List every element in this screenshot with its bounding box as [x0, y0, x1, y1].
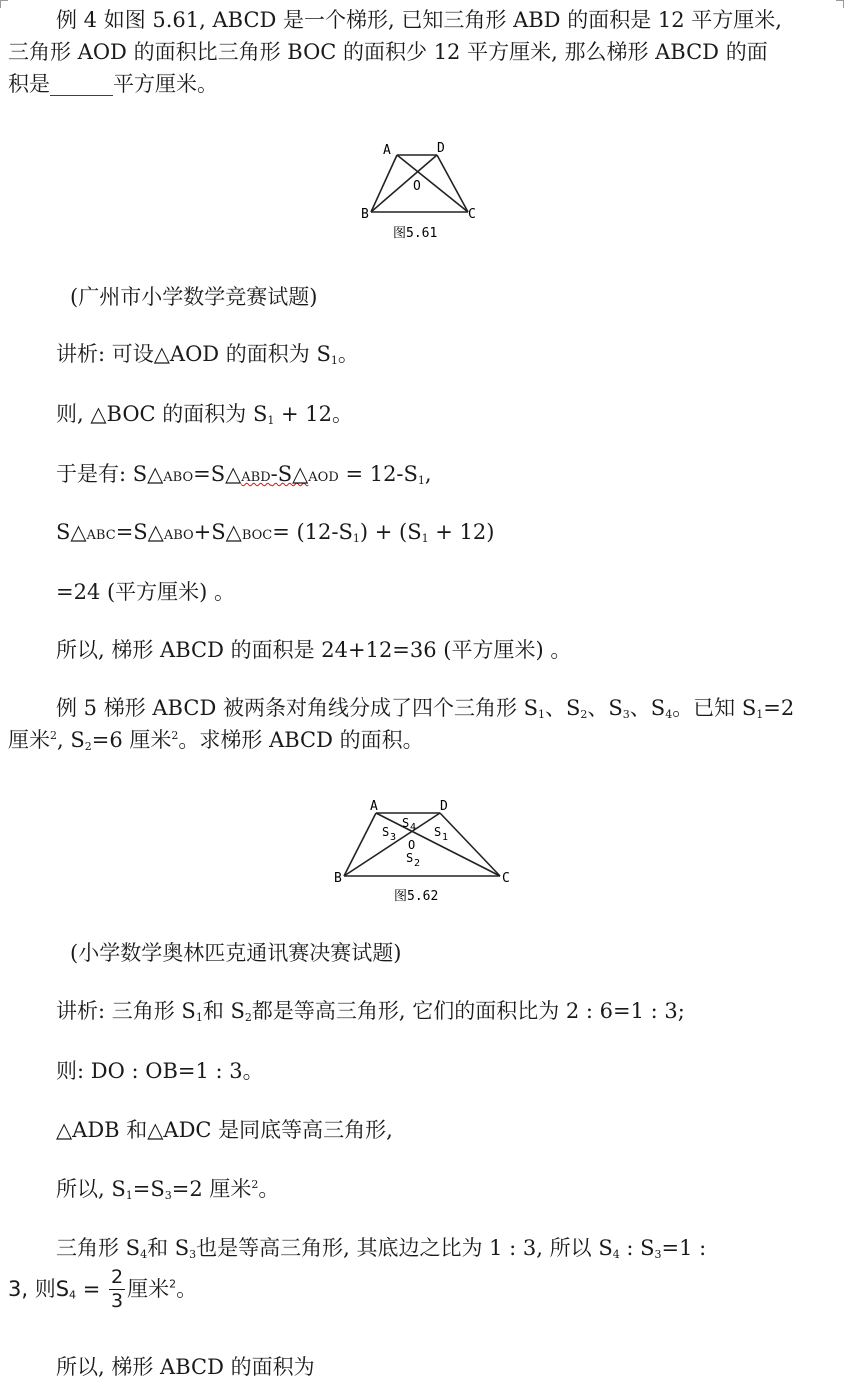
ana5-line6-formula: 3, 则$S_4$ = $\frac{2}{3}$ 厘米$^2$。 — [8, 1266, 198, 1312]
fig62-label-s4 — [402, 816, 416, 833]
ana4-line1: 讲析: 可设△AOD 的面积为 $S_1$。 — [56, 342, 359, 367]
fig62-caption: 图5.62 — [394, 889, 439, 904]
fig62-label-s3 — [382, 825, 396, 843]
ana5-line5: 三角形 $S_4$和 $S_3$也是等高三角形, 其底边之比为 1 : 3, 所以 $S_4$ : $S_3=1$ : — [56, 1236, 707, 1261]
figure-5-62 — [330, 792, 520, 910]
svg-text:S: S — [382, 825, 390, 839]
fraction-two-thirds: $\frac{2}{3}$ — [111, 1266, 124, 1312]
fig61-label-a: A — [383, 143, 391, 158]
ex5-line2: 厘米$^2$, $S_2=6$ 厘米$^2$。求梯形 ABCD 的面积。 — [8, 728, 424, 753]
fig62-label-b: B — [334, 871, 342, 886]
ana5-line7: 所以, 梯形 ABCD 的面积为 — [56, 1355, 315, 1379]
fig62-label-s1 — [434, 825, 448, 843]
fig62-label-o: O — [408, 838, 416, 852]
ana4-line6: 所以, 梯形 ABCD 的面积是 24+12=36 (平方厘米) 。 — [56, 638, 572, 662]
ana5-line2: 则: DO : OB=1 : 3。 — [56, 1059, 264, 1083]
page-corner-mark — [836, 0, 844, 8]
ana4-line3: 于是有: S△ABO=S△ABD-S△AOD = $12-S_1$, — [56, 462, 432, 487]
ex4-line2: 三角形 AOD 的面积比三角形 BOC 的面积少 12 平方厘米, 那么梯形 ABCD 的面 — [8, 40, 768, 64]
fig62-label-c: C — [502, 871, 510, 886]
svg-text:S: S — [434, 825, 442, 839]
figure-5-61 — [355, 138, 490, 248]
ana4-line2: 则, △BOC 的面积为 $S_1 + 12$。 — [56, 402, 354, 427]
ex4-line3: 积是______平方厘米。 — [8, 72, 218, 96]
svg-text:1: 1 — [442, 832, 449, 843]
fig61-label-b: B — [361, 207, 369, 222]
svg-text:4: 4 — [410, 822, 417, 833]
ana4-line5: =24 (平方厘米) 。 — [56, 580, 236, 604]
svg-text:S: S — [402, 816, 410, 830]
svg-text:2: 2 — [414, 858, 421, 869]
fig62-label-a: A — [370, 799, 378, 814]
fig61-label-d: D — [437, 141, 445, 156]
ex4-line1: 例 4 如图 5.61, ABCD 是一个梯形, 已知三角形 ABD 的面积是 12 平方厘米, — [56, 8, 782, 32]
fig61-label-c: C — [468, 207, 476, 222]
ana5-line4: 所以, $S_1=S_3=2$ 厘米$^2$。 — [56, 1177, 280, 1202]
fig62-label-d: D — [440, 799, 448, 814]
svg-text:S: S — [406, 851, 414, 865]
ana5-line3: △ADB 和△ADC 是同底等高三角形, — [56, 1118, 393, 1142]
fig61-label-o: O — [413, 179, 421, 194]
page-corner-mark — [0, 0, 8, 8]
ana4-line4: S△ABC=S△ABO+S△BOC= $(12-S_1) + (S_1 + 12)$ — [56, 520, 495, 545]
ana5-line1: 讲析: 三角形 $S_1$和 $S_2$都是等高三角形, 它们的面积比为 2 : 6=1 : 3; — [56, 999, 685, 1024]
fig62-label-s2 — [406, 851, 420, 869]
fig61-caption: 图5.61 — [393, 226, 438, 241]
svg-text:3: 3 — [390, 832, 397, 843]
ex5-line1: 例 5 梯形 ABCD 被两条对角线分成了四个三角形 $S_1$、$S_2$、$S_3$、$S_4$。已知 $S_1=2$ — [56, 696, 795, 721]
ex4-source: (广州市小学数学竞赛试题) — [70, 285, 318, 309]
ex5-source: (小学数学奥林匹克通讯赛决赛试题) — [70, 941, 402, 965]
